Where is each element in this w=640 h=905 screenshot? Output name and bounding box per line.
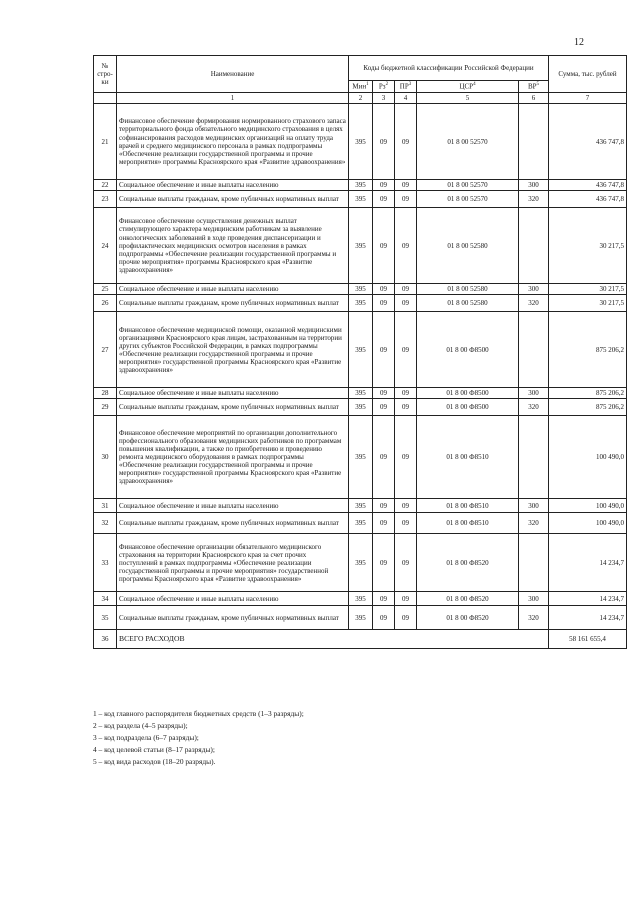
header-code-footnote-mark: 5 — [536, 82, 540, 88]
row-pr: 09 — [395, 191, 417, 208]
row-min: 395 — [349, 416, 373, 499]
row-rz: 09 — [373, 104, 395, 180]
row-pr: 09 — [395, 592, 417, 606]
row-pr: 09 — [395, 499, 417, 513]
row-csr: 01 8 00 52570 — [417, 191, 519, 208]
row-sum: 30 217,5 — [549, 208, 627, 284]
table-row — [94, 592, 627, 606]
row-csr: 01 8 00 Ф8500 — [417, 312, 519, 388]
row-vr: 300 — [519, 180, 549, 191]
row-csr: 01 8 00 52580 — [417, 284, 519, 295]
row-name: Социальные выплаты гражданам, кроме публичных нормативных выплат — [117, 399, 349, 416]
header-code-label: Рз — [378, 82, 386, 91]
header-code-label: Мин — [352, 82, 367, 91]
row-name: Социальные выплаты гражданам, кроме публичных нормативных выплат — [117, 191, 349, 208]
row-name: Социальное обеспечение и иные выплаты населению — [117, 499, 349, 513]
row-min: 395 — [349, 499, 373, 513]
row-rz: 09 — [373, 416, 395, 499]
row-number: 30 — [94, 416, 117, 499]
row-vr: 320 — [519, 606, 549, 630]
table-row — [94, 388, 627, 399]
row-min: 395 — [349, 104, 373, 180]
row-csr: 01 8 00 Ф8500 — [417, 399, 519, 416]
table-row — [94, 513, 627, 534]
row-rz: 09 — [373, 180, 395, 191]
row-name: Финансовое обеспечение медицинской помощи, оказанной медицинскими организациями Красноярского края лицам, застрахованным на территории других субъектов Российской Федерации, в рамках подпрограммы «Обеспечение реализации государственной программы и прочие мероприятия» государственной программы Красноярского края «Развитие здравоохранения» — [117, 312, 349, 388]
row-vr: 300 — [519, 284, 549, 295]
row-pr: 09 — [395, 416, 417, 499]
column-number: 2 — [349, 93, 373, 104]
row-sum: 436 747,8 — [549, 180, 627, 191]
row-number: 28 — [94, 388, 117, 399]
row-name: Социальные выплаты гражданам, кроме публичных нормативных выплат — [117, 606, 349, 630]
row-rz: 09 — [373, 499, 395, 513]
row-pr: 09 — [395, 534, 417, 592]
row-sum: 30 217,5 — [549, 295, 627, 312]
total-label: ВСЕГО РАСХОДОВ — [117, 630, 549, 649]
row-sum: 30 217,5 — [549, 284, 627, 295]
column-number: 7 — [549, 93, 627, 104]
page-number: 12 — [574, 37, 584, 48]
row-sum: 875 206,2 — [549, 312, 627, 388]
row-name: Социальные выплаты гражданам, кроме публичных нормативных выплат — [117, 513, 349, 534]
row-rz: 09 — [373, 513, 395, 534]
header-code-footnote-mark: 3 — [408, 82, 412, 88]
header-code-4 — [519, 81, 549, 93]
row-min: 395 — [349, 592, 373, 606]
table-row — [94, 399, 627, 416]
table-row — [94, 284, 627, 295]
total-row-number: 36 — [94, 630, 117, 649]
header-code-label: ВР — [527, 82, 537, 91]
row-csr: 01 8 00 Ф8510 — [417, 513, 519, 534]
header-codes-group: Коды бюджетной классификации Российской Федерации — [349, 56, 549, 81]
footnote-item: 1 – код главного распорядителя бюджетных средств (1–3 разряды); — [93, 709, 304, 718]
row-sum: 14 234,7 — [549, 592, 627, 606]
row-pr: 09 — [395, 513, 417, 534]
column-number: 6 — [519, 93, 549, 104]
total-row — [94, 630, 627, 649]
footnote-item: 4 – код целевой статьи (8–17 разряды); — [93, 745, 215, 754]
row-rz: 09 — [373, 191, 395, 208]
column-number: 4 — [395, 93, 417, 104]
column-number: 5 — [417, 93, 519, 104]
row-name: Социальные выплаты гражданам, кроме публичных нормативных выплат — [117, 295, 349, 312]
header-code-1 — [373, 81, 395, 93]
footnote-item: 3 – код подраздела (6–7 разряды); — [93, 733, 199, 742]
row-vr: 320 — [519, 295, 549, 312]
footnote-item: 5 – код вида расходов (18–20 разряды). — [93, 757, 216, 766]
table-row — [94, 499, 627, 513]
row-csr: 01 8 00 Ф8520 — [417, 534, 519, 592]
row-vr — [519, 208, 549, 284]
row-sum: 100 490,0 — [549, 513, 627, 534]
row-number: 23 — [94, 191, 117, 208]
budget-table — [93, 55, 627, 649]
row-vr — [519, 416, 549, 499]
row-rz: 09 — [373, 388, 395, 399]
row-pr: 09 — [395, 104, 417, 180]
row-min: 395 — [349, 284, 373, 295]
table-row — [94, 312, 627, 388]
row-vr: 320 — [519, 191, 549, 208]
row-min: 395 — [349, 180, 373, 191]
row-min: 395 — [349, 312, 373, 388]
total-sum: 58 161 655,4 — [549, 630, 627, 649]
row-pr: 09 — [395, 180, 417, 191]
row-name: Социальное обеспечение и иные выплаты населению — [117, 180, 349, 191]
header-code-label: ПР — [399, 82, 409, 91]
row-sum: 14 234,7 — [549, 606, 627, 630]
row-rz: 09 — [373, 312, 395, 388]
row-name: Финансовое обеспечение формирования нормированного страхового запаса территориального фонда обязательного медицинского страхования в целях софинансирования расходов медицинских организаций на оплату труда врачей и среднего медицинского персонала в рамках подпрограммы «Обеспечение реализации государственной программы и прочие мероприятия» программы Красноярского края «Развитие здравоохранения» — [117, 104, 349, 180]
row-rz: 09 — [373, 295, 395, 312]
row-vr: 320 — [519, 513, 549, 534]
row-name: Социальное обеспечение и иные выплаты населению — [117, 284, 349, 295]
table-row — [94, 606, 627, 630]
row-pr: 09 — [395, 606, 417, 630]
row-pr: 09 — [395, 312, 417, 388]
row-rz: 09 — [373, 399, 395, 416]
row-pr: 09 — [395, 388, 417, 399]
row-name: Социальное обеспечение и иные выплаты населению — [117, 388, 349, 399]
row-pr: 09 — [395, 399, 417, 416]
footnote-item: 2 – код раздела (4–5 разряды); — [93, 721, 188, 730]
row-csr: 01 8 00 Ф8510 — [417, 499, 519, 513]
row-number: 35 — [94, 606, 117, 630]
row-vr: 300 — [519, 499, 549, 513]
row-pr: 09 — [395, 208, 417, 284]
row-rz: 09 — [373, 284, 395, 295]
table-row — [94, 295, 627, 312]
row-number: 33 — [94, 534, 117, 592]
header-code-0 — [349, 81, 373, 93]
table-row — [94, 534, 627, 592]
row-sum: 875 206,2 — [549, 388, 627, 399]
row-min: 395 — [349, 208, 373, 284]
row-rz: 09 — [373, 208, 395, 284]
row-name: Социальное обеспечение и иные выплаты населению — [117, 592, 349, 606]
row-number: 29 — [94, 399, 117, 416]
row-vr: 300 — [519, 388, 549, 399]
row-number: 32 — [94, 513, 117, 534]
row-csr: 01 8 00 Ф8500 — [417, 388, 519, 399]
row-min: 395 — [349, 606, 373, 630]
row-csr: 01 8 00 Ф8520 — [417, 592, 519, 606]
header-name: Наименование — [117, 56, 349, 93]
row-number: 24 — [94, 208, 117, 284]
header-code-label: ЦСР — [459, 82, 474, 91]
row-min: 395 — [349, 399, 373, 416]
row-number: 26 — [94, 295, 117, 312]
row-number: 34 — [94, 592, 117, 606]
row-pr: 09 — [395, 284, 417, 295]
row-csr: 01 8 00 52580 — [417, 295, 519, 312]
row-csr: 01 8 00 52570 — [417, 180, 519, 191]
column-number: 3 — [373, 93, 395, 104]
row-sum: 875 206,2 — [549, 399, 627, 416]
row-number: 25 — [94, 284, 117, 295]
header-code-footnote-mark: 1 — [366, 82, 369, 88]
row-min: 395 — [349, 191, 373, 208]
row-min: 395 — [349, 534, 373, 592]
header-sum: Сумма, тыс. рублей — [549, 56, 627, 93]
row-rz: 09 — [373, 606, 395, 630]
row-pr: 09 — [395, 295, 417, 312]
row-sum: 100 490,0 — [549, 499, 627, 513]
row-vr: 300 — [519, 592, 549, 606]
row-rz: 09 — [373, 592, 395, 606]
row-sum: 436 747,8 — [549, 191, 627, 208]
column-number — [94, 93, 117, 104]
row-csr: 01 8 00 52580 — [417, 208, 519, 284]
footnotes — [93, 708, 304, 768]
row-min: 395 — [349, 388, 373, 399]
row-number: 22 — [94, 180, 117, 191]
row-name: Финансовое обеспечение осуществления денежных выплат стимулирующего характера медицинским работникам за выявление онкологических заболеваний в ходе проведения диспансеризации и профилактических медицинских осмотров населения в рамках подпрограммы «Обеспечение реализации государственной программы и прочие мероприятия» программы Красноярского края «Развитие здравоохранения» — [117, 208, 349, 284]
row-name: Финансовое обеспечение мероприятий по организации дополнительного профессионального образования медицинских работников по программам повышения квалификации, а также по приобретению и проведению ремонта медицинского оборудования в рамках подпрограммы «Обеспечение реализации государственной программы и прочие мероприятия» государственной программы Красноярского края «Развитие здравоохранения» — [117, 416, 349, 499]
row-rz: 09 — [373, 534, 395, 592]
row-vr — [519, 104, 549, 180]
row-vr — [519, 312, 549, 388]
row-csr: 01 8 00 Ф8510 — [417, 416, 519, 499]
row-min: 395 — [349, 513, 373, 534]
row-name: Финансовое обеспечение организации обязательного медицинского страхования на территории Красноярского края за счет прочих поступлений в рамках подпрограммы «Обеспечение реализации государственной программы и прочие мероприятия» государственной программы Красноярского края «Развитие здравоохранения» — [117, 534, 349, 592]
table-row — [94, 208, 627, 284]
header-code-footnote-mark: 2 — [385, 82, 389, 88]
table-row — [94, 180, 627, 191]
table-row — [94, 104, 627, 180]
table-row — [94, 191, 627, 208]
row-csr: 01 8 00 52570 — [417, 104, 519, 180]
row-sum: 100 490,0 — [549, 416, 627, 499]
row-number: 27 — [94, 312, 117, 388]
row-csr: 01 8 00 Ф8520 — [417, 606, 519, 630]
header-code-2 — [395, 81, 417, 93]
row-vr — [519, 534, 549, 592]
table-row — [94, 416, 627, 499]
column-number: 1 — [117, 93, 349, 104]
row-sum: 14 234,7 — [549, 534, 627, 592]
row-sum: 436 747,8 — [549, 104, 627, 180]
row-min: 395 — [349, 295, 373, 312]
row-number: 31 — [94, 499, 117, 513]
header-code-3 — [417, 81, 519, 93]
row-vr: 320 — [519, 399, 549, 416]
header-row-number: № стро-ки — [94, 56, 117, 93]
row-number: 21 — [94, 104, 117, 180]
header-code-footnote-mark: 4 — [473, 82, 476, 88]
